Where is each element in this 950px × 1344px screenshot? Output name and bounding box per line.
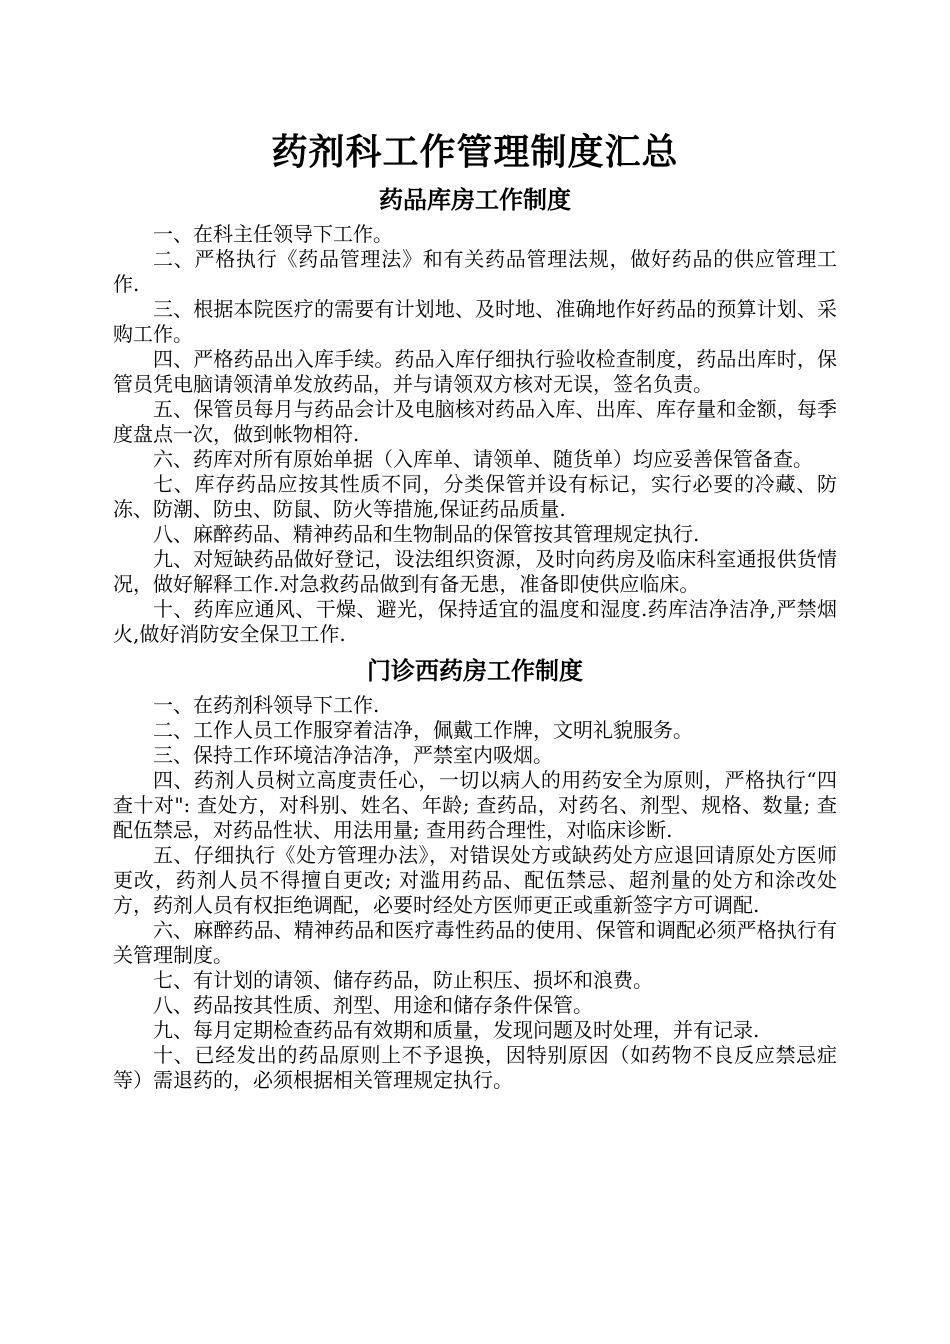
rule-paragraph: 一、在科主任领导下工作。 <box>153 222 393 246</box>
rule-paragraph: 三、根据本院医疗的需要有计划地、及时地、准确地作好药品的预算计划、采购工作。 <box>113 297 837 346</box>
document-page <box>113 126 837 1099</box>
section-heading: 药品库房工作制度 <box>379 185 571 214</box>
rule-paragraph: 六、药库对所有原始单据（入库单、请领单、随货单）均应妥善保管备查。 <box>153 447 813 471</box>
rule-paragraph: 十、药库应通风、干燥、避光，保持适宜的温度和湿度.药库洁净洁净,严禁烟火,做好消防安全保卫工作. <box>113 597 837 646</box>
rule-paragraph: 一、在药剂科领导下工作. <box>153 693 380 717</box>
rule-paragraph: 三、保持工作环境洁净洁净，严禁室内吸烟。 <box>153 743 553 767</box>
rule-paragraph: 十、已经发出的药品原则上不予退换，因特别原因（如药物不良反应禁忌症等）需退药的，必须根据相关管理规定执行。 <box>113 1043 837 1092</box>
rule-paragraph: 九、对短缺药品做好登记，设法组织资源，及时向药房及临床科室通报供货情况，做好解释工作.对急救药品做到有备无患，准备即使供应临床。 <box>113 547 837 596</box>
rule-paragraph: 八、药品按其性质、剂型、用途和储存条件保管。 <box>153 993 593 1017</box>
rule-paragraph: 八、麻醉药品、精神药品和生物制品的保管按其管理规定执行. <box>153 522 700 546</box>
rule-paragraph: 六、麻醉药品、精神药品和医疗毒性药品的使用、保管和调配必须严格执行有关管理制度。 <box>113 918 837 967</box>
rule-paragraph: 九、每月定期检查药品有效期和质量，发现问题及时处理，并有记录. <box>153 1018 760 1042</box>
section-outpatient-pharmacy <box>113 653 837 1093</box>
rule-paragraph: 五、仔细执行《处方管理办法》，对错误处方或缺药处方应退回请原处方医师更改，药剂人员不得擅自更改; 对滥用药品、配伍禁忌、超剂量的处方和涂改处方，药剂人员有权拒绝调配，必要时经处方医师更正或重新签字方可调配. <box>113 843 837 917</box>
rule-paragraph: 四、药剂人员树立高度责任心，一切以病人的用药安全为原则，严格执行“四查十对": 查处方，对科别、姓名、年龄; 查药品，对药名、剂型、规格、数量; 查配伍禁忌，对药品性状、用法用量; 查用药合理性，对临床诊断. <box>113 768 837 842</box>
rule-paragraph: 四、严格药品出入库手续。药品入库仔细执行验收检查制度，药品出库时，保管员凭电脑请领清单发放药品，并与请领双方核对无误，签名负责。 <box>113 347 837 396</box>
rule-paragraph: 七、有计划的请领、储存药品，防止积压、损坏和浪费。 <box>153 968 653 992</box>
rule-paragraph: 二、严格执行《药品管理法》和有关药品管理法规，做好药品的供应管理工作. <box>113 247 837 296</box>
section-pharmacy-warehouse <box>113 182 837 647</box>
section-heading: 门诊西药房工作制度 <box>367 656 583 685</box>
document-title: 药剂科工作管理制度汇总 <box>271 131 679 173</box>
rule-paragraph: 二、工作人员工作服穿着洁净，佩戴工作牌，文明礼貌服务。 <box>153 718 693 742</box>
rule-paragraph: 七、库存药品应按其性质不同，分类保管并设有标记，实行必要的冷藏、防冻、防潮、防虫、防鼠、防火等措施,保证药品质量. <box>113 472 837 521</box>
rule-paragraph: 五、保管员每月与药品会计及电脑核对药品入库、出库、库存量和金额，每季度盘点一次，做到帐物相符. <box>113 397 837 446</box>
